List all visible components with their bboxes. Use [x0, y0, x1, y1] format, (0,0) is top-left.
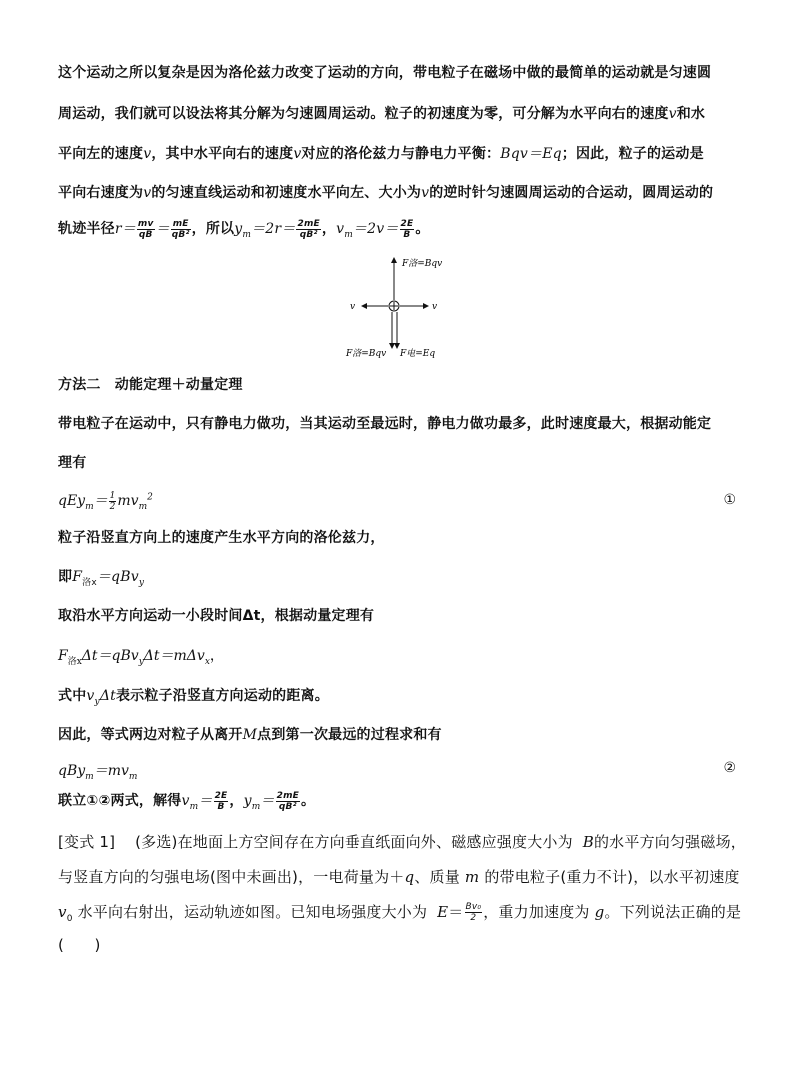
eq-part: ＝qBv — [96, 569, 139, 585]
eq-part: v — [86, 688, 95, 704]
method2-line4 — [58, 566, 144, 588]
variant-line3 — [58, 901, 741, 924]
equation: r＝ — [114, 221, 136, 237]
subscript: m — [242, 229, 252, 240]
label-bottom-right-force: F电=Eq — [400, 349, 436, 359]
var-M: M — [242, 727, 258, 743]
fraction: $\frac{2mE}{\text{qB²}}$ — [276, 790, 300, 812]
text: ， — [321, 221, 337, 237]
eq-part: qEy — [58, 493, 86, 509]
fraction: $\frac{1}{2}$ — [109, 490, 116, 512]
var-E: E — [437, 903, 449, 921]
method2-line6 — [58, 685, 329, 707]
para1-line1: 这个运动之所以复杂是因为洛伦兹力改变了运动的方向，带电粒子在磁场中做的最简单的运动就是匀速圆 — [58, 65, 712, 81]
fraction: $\frac{\text{Bv₀}}{2}$ — [465, 902, 482, 923]
method2-line5: 取沿水平方向运动一小段时间Δt，根据动量定理有 — [58, 608, 375, 624]
method2-line2: 理有 — [58, 455, 87, 471]
subscript: x — [204, 656, 210, 667]
var-B: B — [582, 833, 594, 851]
para1-line4 — [58, 182, 713, 202]
var-q: q — [404, 868, 415, 886]
equation-1 — [58, 490, 153, 512]
label-bottom-left-force: F洛=Bqv — [346, 349, 387, 359]
method2-line1: 带电粒子在运动中，只有静电力做功，当其运动至最远时，静电力做功最多，此时速度最大，根据动能定 — [58, 416, 712, 432]
method2-line7 — [58, 724, 442, 744]
eq-part: F — [58, 648, 68, 664]
text: ；因此，粒子的运动是 — [561, 146, 704, 162]
equation: ＝2v＝ — [352, 221, 399, 237]
eq-part: F — [72, 569, 83, 585]
var-v: v — [293, 146, 302, 162]
subscript: m — [85, 501, 94, 512]
eq-part: Δt＝qBv — [81, 648, 139, 664]
eq-part: Δt＝mΔv — [143, 648, 205, 664]
para1-line3 — [58, 143, 704, 163]
equation-number-2: ② — [723, 760, 736, 776]
superscript: 2 — [147, 492, 153, 503]
var-v: v — [181, 793, 190, 809]
para1-line5 — [58, 218, 430, 240]
text: 即 — [58, 569, 73, 585]
text: 与竖直方向的匀强电场(图中未画出)，一电荷量为＋ — [58, 868, 405, 886]
text: 点到第一次最远的过程求和有 — [257, 727, 442, 743]
label-right-v: v — [432, 302, 438, 312]
eq-part: ＝mv — [93, 763, 129, 779]
eq-part: Δt — [99, 688, 116, 704]
text: 对应的洛伦兹力与静电力平衡： — [301, 146, 501, 162]
text: 因此，等式两边对粒子从离开 — [58, 727, 243, 743]
subscript: m — [138, 501, 148, 512]
text: ，重力加速度为 — [483, 903, 590, 921]
eq-part: ， — [209, 648, 224, 664]
fraction: $\frac{2E}{B}$ — [214, 790, 228, 812]
text: 的水平方向匀强磁场， — [593, 833, 746, 851]
equals: ＝ — [155, 221, 170, 237]
equals: ＝ — [93, 493, 108, 509]
method2-line3: 粒子沿竖直方向上的速度产生水平方向的洛伦兹力， — [58, 530, 385, 546]
subscript: y — [138, 656, 144, 667]
equation-number-1: ① — [723, 492, 736, 508]
equals: ＝ — [198, 793, 213, 809]
var-y: y — [234, 221, 243, 237]
fraction: $\frac{mE}{\text{qB²}}$ — [171, 218, 190, 240]
subscript: m — [85, 771, 94, 782]
text: 轨迹半径 — [58, 221, 115, 237]
subscript: 洛x — [82, 577, 97, 588]
equals: ＝ — [260, 793, 275, 809]
var-g: g — [594, 903, 605, 921]
text: ，所以 — [191, 221, 235, 237]
text: ， — [229, 793, 244, 809]
var-v0: v — [58, 903, 67, 921]
subscript: m — [344, 229, 353, 240]
multi-select-tag: (多选) — [135, 833, 178, 851]
equals: ＝ — [448, 903, 464, 921]
equation-3 — [58, 760, 137, 782]
variant-line4: ( ) — [58, 936, 101, 954]
force-diagram — [340, 252, 450, 362]
text: 式中 — [58, 688, 87, 704]
equation: ＝2r＝ — [251, 221, 296, 237]
fraction: $\frac{2mE}{\text{qB²}}$ — [297, 218, 320, 240]
var-v: v — [143, 146, 152, 162]
text: 的匀速直线运动和初速度水平向左、大小为 — [151, 185, 422, 201]
method2-title: 方法二 动能定理＋动量定理 — [58, 377, 243, 393]
text: 平向左的速度 — [58, 146, 144, 162]
text: 在地面上方空间存在方向垂直纸面向外、磁感应强度大小为 — [177, 833, 573, 851]
text: 联立①②两式，解得 — [58, 793, 182, 809]
subscript: m — [189, 801, 199, 812]
para1-line2 — [58, 103, 705, 123]
text: 表示粒子沿竖直方向运动的距离。 — [115, 688, 329, 704]
subscript: m — [128, 771, 138, 782]
var-v: v — [143, 185, 152, 201]
subscript: 0 — [66, 914, 73, 924]
subscript: m — [251, 801, 261, 812]
var-y: y — [243, 793, 252, 809]
var-v: v — [336, 221, 345, 237]
variant-line2 — [58, 866, 740, 887]
eq-part: qBy — [58, 763, 86, 779]
var-v: v — [421, 185, 430, 201]
text: 平向右速度为 — [58, 185, 144, 201]
fraction: $\frac{2E}{B}$ — [400, 218, 414, 240]
eq-part: mv — [117, 493, 139, 509]
method2-line8 — [58, 790, 315, 812]
subscript: y — [94, 696, 100, 707]
text: 、质量 — [414, 868, 460, 886]
label-top-force: F洛=Bqv — [402, 259, 443, 269]
text: 。 — [301, 793, 316, 809]
text: 周运动，我们就可以设法将其分解为匀速圆周运动。粒子的初速度为零，可分解为水平向右的速度 — [58, 106, 669, 122]
var-v: v — [668, 106, 677, 122]
text: 的逆时针匀速圆周运动的合运动，圆周运动的 — [429, 185, 714, 201]
fraction: $\frac{mv}{qB}$ — [137, 218, 154, 240]
subscript: y — [138, 577, 145, 588]
text: 水平向右射出，运动轨迹如图。已知电场强度大小为 — [77, 903, 428, 921]
text: 。下列说法正确的是 — [604, 903, 742, 921]
variant-tag: [变式 1] — [58, 833, 116, 851]
text: 和水 — [676, 106, 706, 122]
equation-2 — [58, 645, 224, 667]
subscript: 洛x — [67, 656, 82, 667]
equation: Bqv＝Eq — [500, 146, 562, 162]
text: ，其中水平向右的速度 — [151, 146, 294, 162]
variant-line1 — [58, 831, 746, 852]
label-left-v: v — [350, 302, 356, 312]
var-m: m — [464, 868, 480, 886]
text: 的带电粒子(重力不计)，以水平初速度 — [484, 868, 740, 886]
text: 。 — [415, 221, 430, 237]
